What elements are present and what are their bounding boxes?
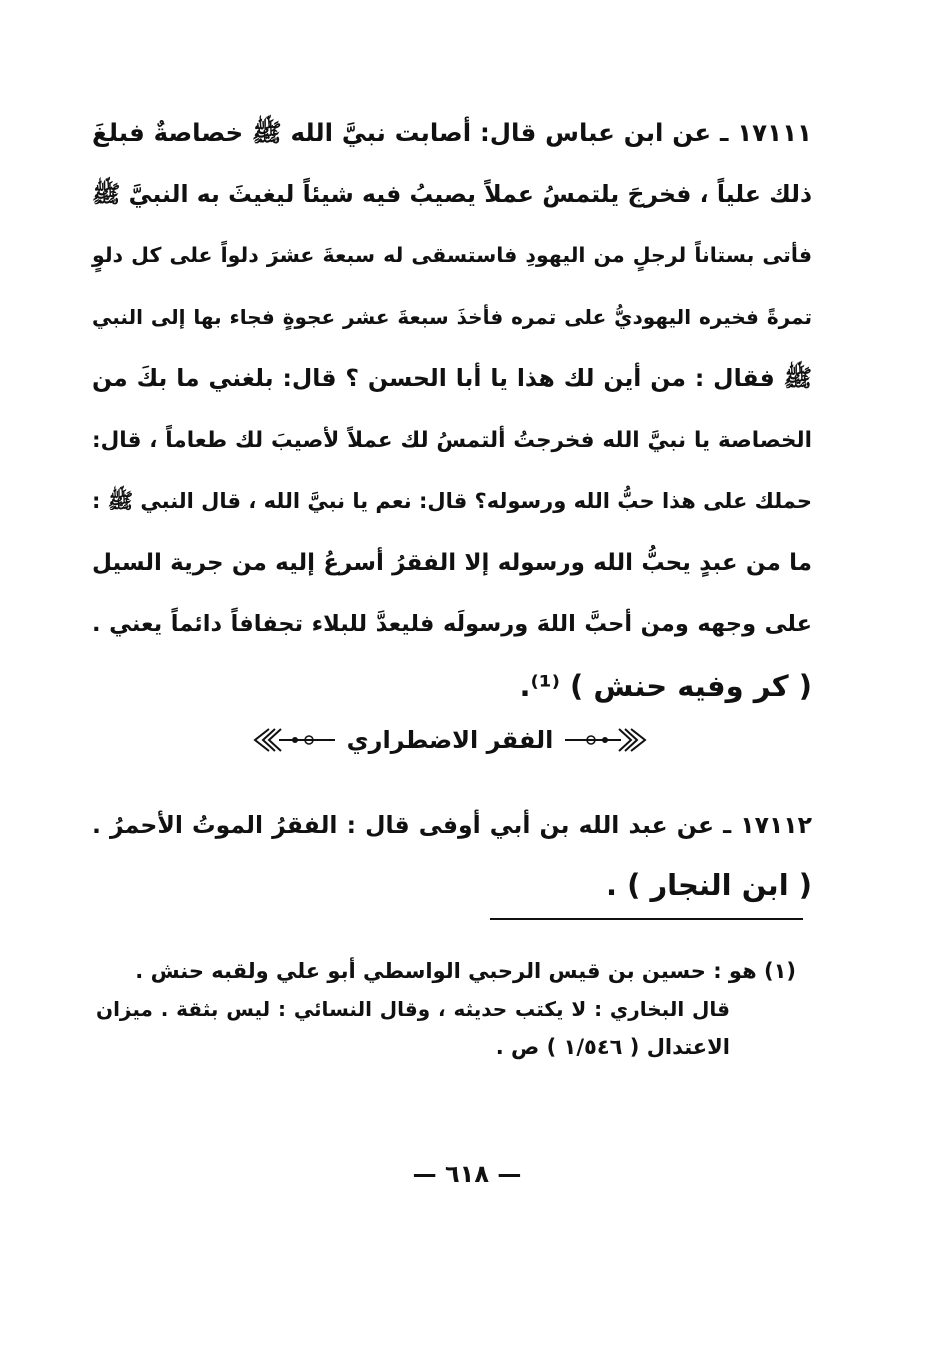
text-line: تمرةً فخيره اليهوديُّ على تمره فأخذَ سبعةَ عشر عجوةٍ فجاء بها إلى النبي xyxy=(92,304,812,329)
hadith-17111 xyxy=(92,102,812,717)
section-title: الفقر الاضطراري xyxy=(346,726,554,754)
text-line: ١٧١١٢ ـ عن عبد الله بن أبي أوفى قال : الفقرُ الموتُ الأحمرُ . xyxy=(92,811,812,839)
footnote-line: قال البخاري : لا يكتب حديثه ، وقال النسائي : ليس بثقة . ميزان xyxy=(96,997,730,1021)
section-heading xyxy=(150,712,750,768)
text-line: فأتى بستاناً لرجلٍ من اليهودِ فاستسقى له سبعةَ عشرَ دلواً على كل دلوٍ xyxy=(92,243,812,267)
footnote-line: الاعتدال ( ١/٥٤٦ ) ص . xyxy=(495,1035,730,1059)
footnotes xyxy=(96,952,796,1066)
footnote-divider xyxy=(490,918,803,920)
hadith-17112 xyxy=(92,795,812,915)
text-line: ذلك علياً ، فخرجَ يلتمسُ عملاً يصيبُ فيه شيئاً ليغيثَ به النبيَّ ﷺ xyxy=(92,179,812,208)
text-line: ( ابن النجار ) . xyxy=(606,868,812,902)
text-line: ﷺ فقال : من أين لك هذا يا أبا الحسن ؟ قال: بلغني ما بكَ من xyxy=(92,364,812,392)
ornament-right-icon xyxy=(249,725,339,755)
ornament-left-icon xyxy=(561,725,651,755)
text-line: الخصاصة يا نبيَّ الله فخرجتُ ألتمسُ لك عملاً لأصيبَ لك طعاماً ، قال: xyxy=(92,427,812,453)
text-line: حملك على هذا حبُّ الله ورسوله؟ قال: نعم يا نبيَّ الله ، قال النبي ﷺ : xyxy=(92,489,812,513)
text-line: على وجهه ومن أحبَّ اللهَ ورسولَه فليعدَّ للبلاء تجفافاً دائماً يعني . xyxy=(92,611,812,637)
page-number: — ٦١٨ — xyxy=(412,1160,522,1188)
text-line: ( كر وفيه حنش ) ⁽¹⁾. xyxy=(519,668,812,703)
footnote-line: (١) هو : حسين بن قيس الرحبي الواسطي أبو علي ولقبه حنش . xyxy=(135,959,796,983)
text-line: ما من عبدٍ يحبُّ الله ورسوله إلا الفقرُ أسرعُ إليه من جرية السيل xyxy=(92,549,812,576)
text-line: ١٧١١١ ـ عن ابن عباس قال: أصابت نبيَّ الله ﷺ خصاصةٌ فبلغَ xyxy=(92,118,812,147)
